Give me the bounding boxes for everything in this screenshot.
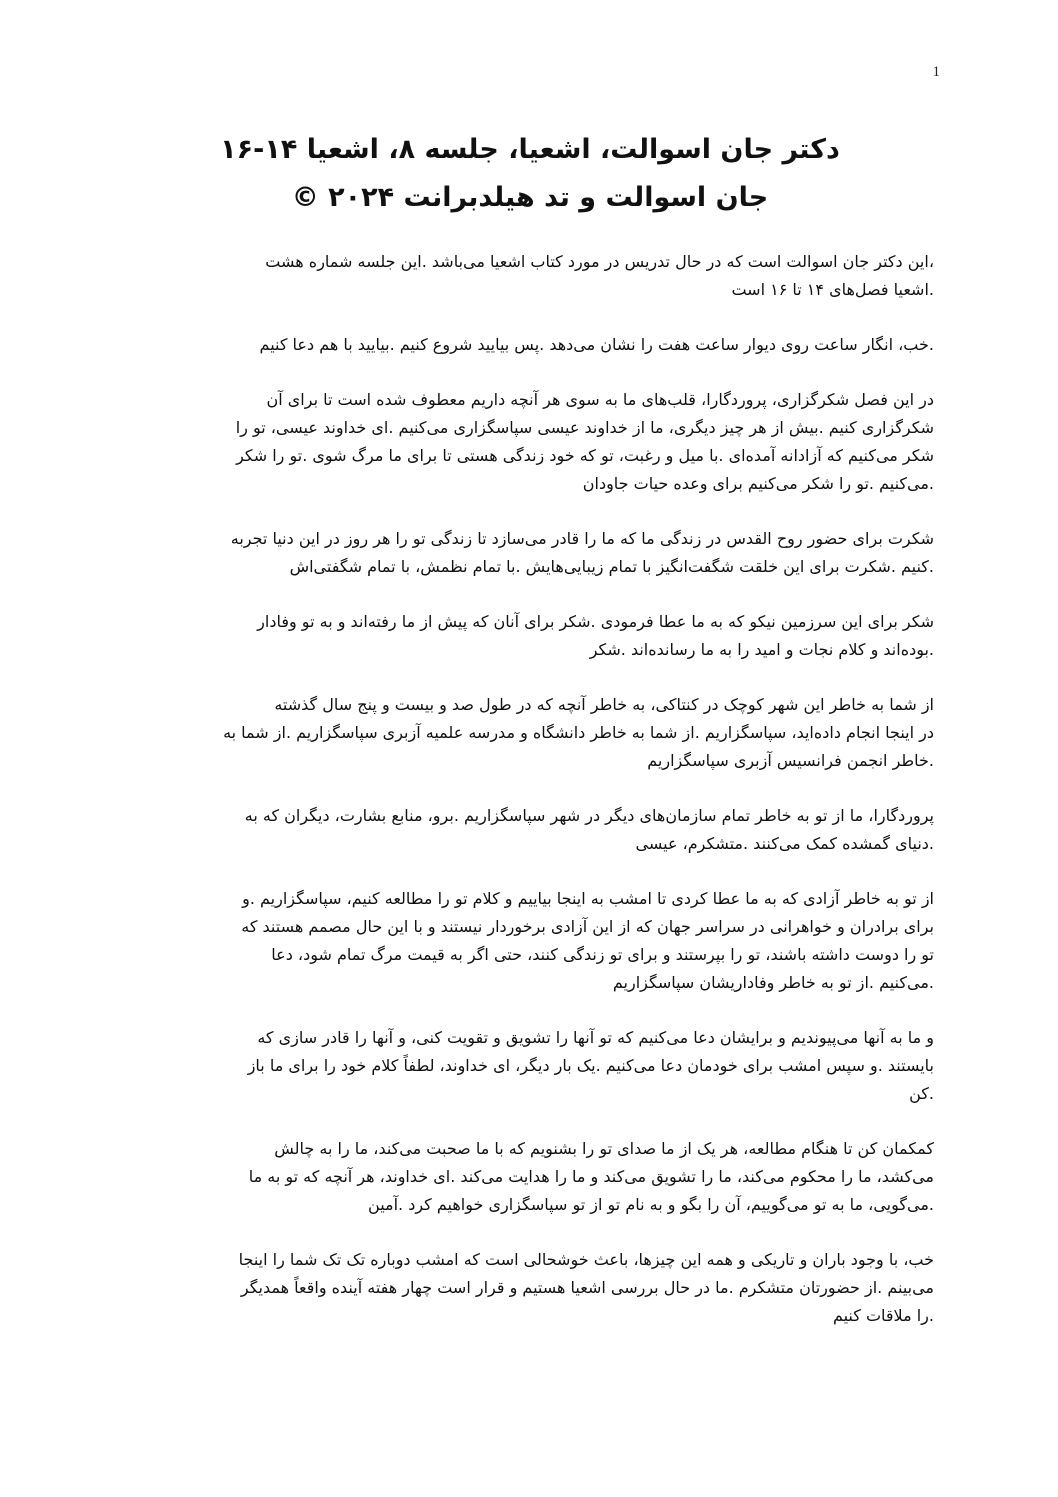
paragraph-3: [122, 386, 934, 498]
paragraph-8: [122, 885, 934, 997]
text-line: تو را دوست داشته باشند، تو را بپرستند و برای تو زندگی کنند، حتی اگر به قیمت مرگ تمام شود، دعا: [271, 945, 934, 964]
paragraph-2: [122, 331, 934, 359]
text-line: از تو به خاطر آزادی که به ما عطا کردی تا امشب به اینجا بیاییم و کلام تو را مطالعه کنیم، سپاسگزاریم .و: [242, 889, 934, 908]
text-line: .کن: [909, 1084, 934, 1103]
text-line: .خب، انگار ساعت روی دیوار ساعت هفت را نشان می‌دهد .پس بیایید شروع کنیم .بیایید با هم دعا کنیم: [259, 335, 934, 354]
text-line: .دنیای گمشده کمک می‌کنند .متشکرم، عیسی: [635, 834, 934, 853]
document-body: [122, 248, 934, 1357]
paragraph-7: [122, 802, 934, 858]
text-line: شکر برای این سرزمین نیکو که به ما عطا فرمودی .شکر برای آنان که پیش از ما رفته‌اند و به تو وفادار: [257, 612, 934, 631]
text-line: از شما به خاطر این شهر کوچک در کنتاکی، به خاطر آنچه که در طول صد و بیست و پنج سال گذشته: [274, 695, 934, 714]
paragraph-5: [122, 608, 934, 664]
paragraph-6: [122, 691, 934, 775]
text-line: .کنیم .شکرت برای این خلقت شگفت‌انگیز با تمام زیبایی‌هایش .با تمام نظمش، با تمام شگفتی‌اش: [289, 557, 934, 576]
text-line: می‌کشد، ما را محکوم می‌کند، ما را تشویق می‌کند و ما را هدایت می‌کند .ای خداوند، هر آنچه که تو به ما: [248, 1167, 934, 1186]
paragraph-9: [122, 1024, 934, 1108]
text-line: در این فصل شکرگزاری، پروردگارا، قلب‌های ما به سوی هر آنچه داریم معطوف شده است تا برای آن: [266, 390, 934, 409]
text-line: ،این دکتر جان اسوالت است که در حال تدریس در مورد کتاب اشعیا می‌باشد .این جلسه شماره هشت: [265, 252, 934, 271]
paragraph-4: [122, 525, 934, 581]
text-line: شکرت برای حضور روح القدس در زندگی ما که ما را قادر می‌سازد تا زندگی تو را هر روز در این دنیا تجربه: [230, 529, 934, 548]
paragraph-1: [122, 248, 934, 304]
text-line: و ما به آنها می‌پیوندیم و برایشان دعا می‌کنیم که تو آنها را تشویق و تقویت کنی، و آنها را قادر سازی که: [257, 1028, 934, 1047]
title-line: دکتر جان اسوالت، اشعیا، جلسه ۸، اشعیا ۱۴-۱۶: [220, 134, 840, 165]
text-line: پروردگارا، ما از تو به خاطر تمام سازمان‌های دیگر در شهر سپاسگزاریم .برو، منابع بشارت، دیگران که به: [244, 806, 934, 825]
text-line: برای برادران و خواهرانی در سراسر جهان که از این آزادی برخوردار نیستند و با این حال مصمم هستند که: [241, 917, 934, 936]
text-line: می‌بینم .از حضورتان متشکرم .ما در حال بررسی اشعیا هستیم و قرار است چهار هفته آینده واقعاً همدیگر: [240, 1278, 934, 1297]
text-line: .خاطر انجمن فرانسیس آزبری سپاسگزاریم: [647, 751, 934, 770]
text-line: .بوده‌اند و کلام نجات و امید را به ما رسانده‌اند .شکر: [589, 640, 934, 659]
paragraph-11: [122, 1246, 934, 1330]
text-line: کمکمان کن تا هنگام مطالعه، هر یک از ما صدای تو را بشنویم که با ما صحبت می‌کند، ما را به چالش: [274, 1139, 934, 1158]
text-line: .می‌گویی، ما به تو می‌گوییم، آن را بگو و به نام تو از تو سپاسگزاری خواهیم کرد .آمین: [368, 1195, 934, 1214]
text-line: شکرگزاری کنیم .بیش از هر چیز دیگری، ما از خداوند عیسی سپاسگزاری می‌کنیم .ای خداوند عیسی، تو را: [235, 418, 934, 437]
text-line: .اشعیا فصل‌های ۱۴ تا ۱۶ است: [731, 280, 934, 299]
text-line: در اینجا انجام داده‌اید، سپاسگزاریم .از شما به خاطر دانشگاه و مدرسه علمیه آزبری سپاسگزاریم .از شما به: [223, 723, 934, 742]
text-line: .می‌کنیم .تو را شکر می‌کنیم برای وعده حیات جاودان: [582, 474, 934, 493]
text-line: خب، با وجود باران و تاریکی و همه این چیزها، باعث خوشحالی است که امشب دوباره تک تک شما را اینجا: [238, 1250, 934, 1269]
text-line: .را ملاقات کنیم: [832, 1306, 934, 1325]
paragraph-10: [122, 1135, 934, 1219]
text-line: بایستند .و سپس امشب برای خودمان دعا می‌کنیم .یک بار دیگر، ای خداوند، لطفاً کلام خود را برای ما باز: [247, 1056, 934, 1075]
page-number: 1: [932, 64, 940, 80]
document-title: [130, 126, 930, 222]
text-line: .می‌کنیم .از تو به خاطر وفاداریشان سپاسگزاریم: [612, 973, 934, 992]
text-line: شکر می‌کنیم که آزادانه آمده‌ای .با میل و رغبت، تو که خود زندگی هستی تا برای ما مرگ شوی .تو را شکر: [236, 446, 934, 465]
title-line: جان اسوالت و تد هیلدبرانت ۲۰۲۴ ©: [291, 182, 769, 213]
